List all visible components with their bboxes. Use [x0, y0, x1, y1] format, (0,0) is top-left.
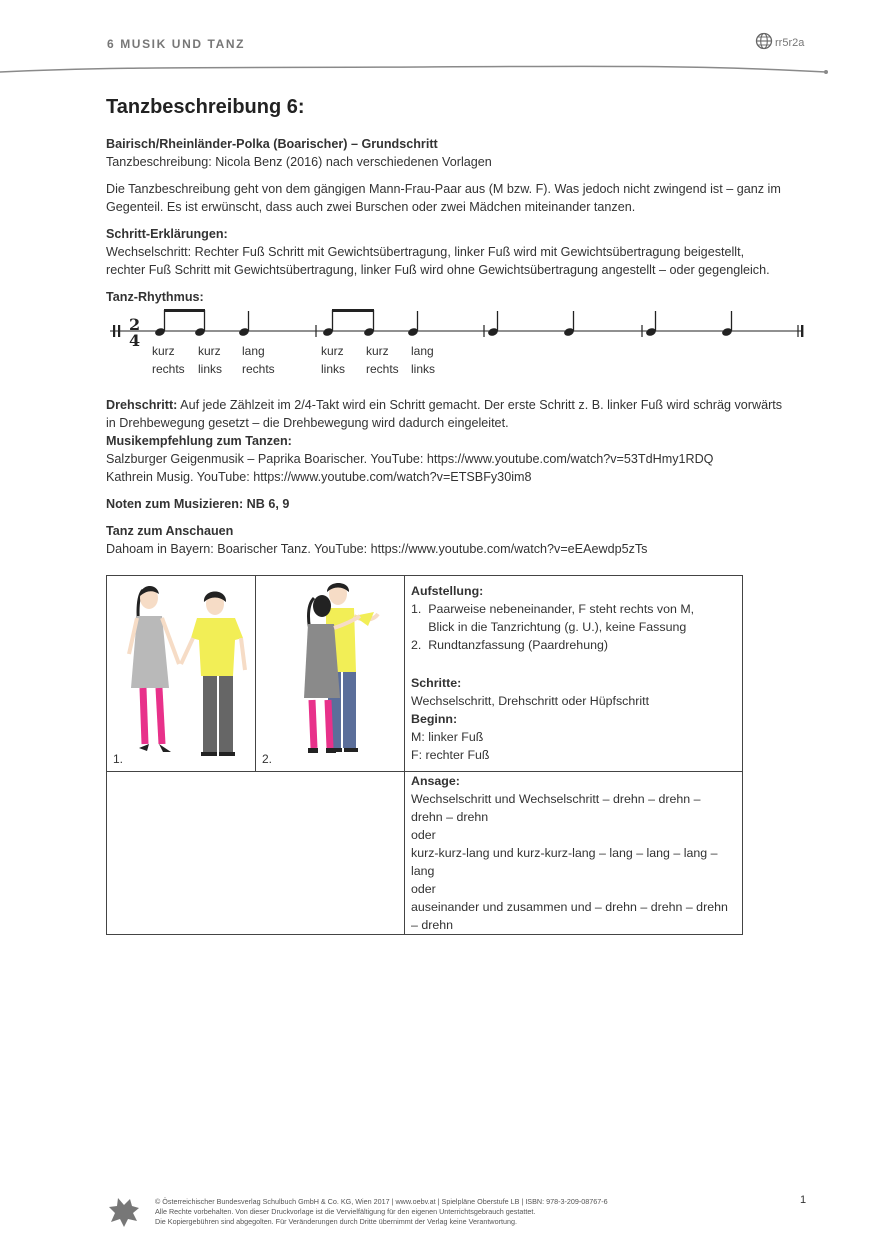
ansage-line-5: lang: [411, 864, 435, 878]
time-sig-top: 2: [129, 315, 141, 334]
intro-line-2: Gegenteil. Es ist erwünscht, dass auch zwei Burschen oder zwei Mädchen miteinander tanzen.: [106, 200, 636, 214]
schritt-line-1: Wechselschritt: Rechter Fuß Schritt mit Gewichtsübertragung, linker Fuß wird mit Gewichtsübertragung beigestellt,: [106, 245, 745, 259]
empty-cell: [107, 772, 405, 935]
beginn-f: F: rechter Fuß: [411, 748, 490, 762]
drehschritt-line-2: in Drehbewegung gesetzt – die Drehbewegung wird dadurch eingeleitet.: [106, 416, 509, 430]
musik-link-2[interactable]: Kathrein Musig. YouTube: https://www.youtube.com/watch?v=ETSBFy30im8: [106, 470, 532, 484]
beam-2: [332, 309, 374, 312]
ansage-line-6: oder: [411, 882, 436, 896]
figure-2-label: 2.: [262, 752, 273, 766]
dance-subtitle: Bairisch/Rheinländer-Polka (Boarischer) – Grundschritt: [106, 137, 438, 151]
noten-line: Noten zum Musizieren: NB 6, 9: [106, 497, 290, 511]
intro-line-1: Die Tanzbeschreibung geht von dem gängigen Mann-Frau-Paar aus (M bzw. F). Was jedoch nicht zwingend ist – ganz im: [106, 182, 781, 196]
beginn-heading: Beginn:: [411, 712, 458, 726]
beam-1: [164, 309, 205, 312]
jeans-right: [343, 672, 356, 748]
figure-1-label: 1.: [113, 752, 124, 766]
globe-icon[interactable]: [755, 32, 773, 50]
figure-cell-1: [107, 576, 256, 772]
rhythm-label-6: lang links: [411, 344, 436, 376]
rhythm-label-5: kurz rechts: [366, 344, 399, 376]
pink-leggings-left: [143, 688, 145, 744]
rhythm-label-2: kurz links: [198, 344, 223, 376]
trousers-right: [219, 676, 233, 752]
drehschritt-line-1: Drehschritt: Auf jede Zählzeit im 2/4-Takt wird ein Schritt gemacht. Der erste Schritt z. B. linker Fuß wird schräg vorwärts: [106, 398, 783, 412]
yellow-shirt: [191, 618, 243, 676]
schritt-heading: Schritt-Erklärungen:: [106, 227, 228, 241]
rhythm-label-4: kurz links: [321, 344, 346, 376]
rhythm-heading: Tanz-Rhythmus:: [106, 290, 204, 304]
figure-cell-2: [256, 576, 405, 772]
ansage-line-1: Wechselschritt und Wechselschritt – drehn – drehn –: [411, 792, 701, 806]
page-title: Tanzbeschreibung 6:: [106, 96, 305, 118]
dance-table: [106, 575, 743, 935]
schritte-text: Wechselschritt, Drehschritt oder Hüpfschritt: [411, 694, 650, 708]
dark-grey-dress: [304, 624, 340, 698]
schritte-heading: Schritte:: [411, 676, 462, 690]
dancers-side-by-side-illustration: [107, 576, 255, 766]
ansage-line-3: oder: [411, 828, 436, 842]
clef-bar-right: [118, 325, 120, 337]
author-line: Tanzbeschreibung: Nicola Benz (2016) nach verschiedenen Vorlagen: [106, 155, 492, 169]
ansage-line-8: – drehn: [411, 918, 454, 932]
anschauen-heading: Tanz zum Anschauen: [106, 524, 234, 538]
musik-heading: Musikempfehlung zum Tanzen:: [106, 434, 292, 448]
ansage-cell: [405, 772, 743, 935]
trousers-left: [203, 676, 217, 752]
final-barline-thick: [801, 325, 803, 337]
clef-bar-left: [113, 325, 115, 337]
time-sig-bottom: 4: [129, 331, 141, 350]
pink-leggings-right: [159, 688, 162, 744]
online-code[interactable]: rr5r2a: [775, 37, 805, 49]
beginn-m: M: linker Fuß: [411, 730, 484, 744]
rhythm-label-1: kurz rechts: [152, 344, 185, 376]
aufstellung-cell: [405, 576, 743, 772]
ansage-line-7: auseinander und zusammen und – drehn – drehn – drehn: [411, 900, 728, 914]
aufstellung-item-2: 2. Rundtanzfassung (Paardrehung): [411, 638, 608, 652]
header-divider: [0, 58, 890, 88]
ansage-heading: Ansage:: [411, 774, 460, 788]
page-number: 1: [800, 1194, 807, 1206]
anschauen-link[interactable]: Dahoam in Bayern: Boarischer Tanz. YouTube: https://www.youtube.com/watch?v=eEAewdp5zTs: [106, 542, 648, 556]
musik-link-1[interactable]: Salzburger Geigenmusik – Paprika Boarischer. YouTube: https://www.youtube.com/watch?v=53TdHmy1RDQ: [106, 452, 714, 466]
aufstellung-heading: Aufstellung:: [411, 584, 484, 598]
footer-copyright: © Österreichischer Bundesverlag Schulbuch GmbH & Co. KG, Wien 2017 | www.oebv.at | Spielpläne Oberstufe LB | ISBN: 978-3-209-08767-6 Alle Rechte vorbehalten. Von dieser Druckvorlage ist die Vervielfältigung für den eigenen Unterrichtsgebrauch gestattet. Die Kopiergebühren sind abgegolten. Für Veränderungen durch Dritte übernimmt der Verlag keine Verantwortung.: [155, 1197, 608, 1226]
section-title: 6 MUSIK UND TANZ: [107, 37, 246, 51]
ansage-line-2: drehn – drehn: [411, 810, 489, 824]
rhythm-label-3: lang rechts: [242, 344, 275, 376]
aufstellung-item-1-cont: Blick in die Tanzrichtung (g. U.), keine Fassung: [411, 620, 687, 634]
schritt-line-2: rechter Fuß Schritt mit Gewichtsübertragung, linker Fuß wird ohne Gewichtsübertragung angestellt – oder gegengleich.: [106, 263, 770, 277]
dancers-round-hold-illustration: [256, 576, 404, 766]
aufstellung-item-1: 1. Paarweise nebeneinander, F steht rechts von M,: [411, 602, 695, 616]
ansage-line-4: kurz-kurz-lang und kurz-kurz-lang – lang – lang – lang –: [411, 846, 718, 860]
publisher-logo-icon: [108, 1196, 140, 1228]
